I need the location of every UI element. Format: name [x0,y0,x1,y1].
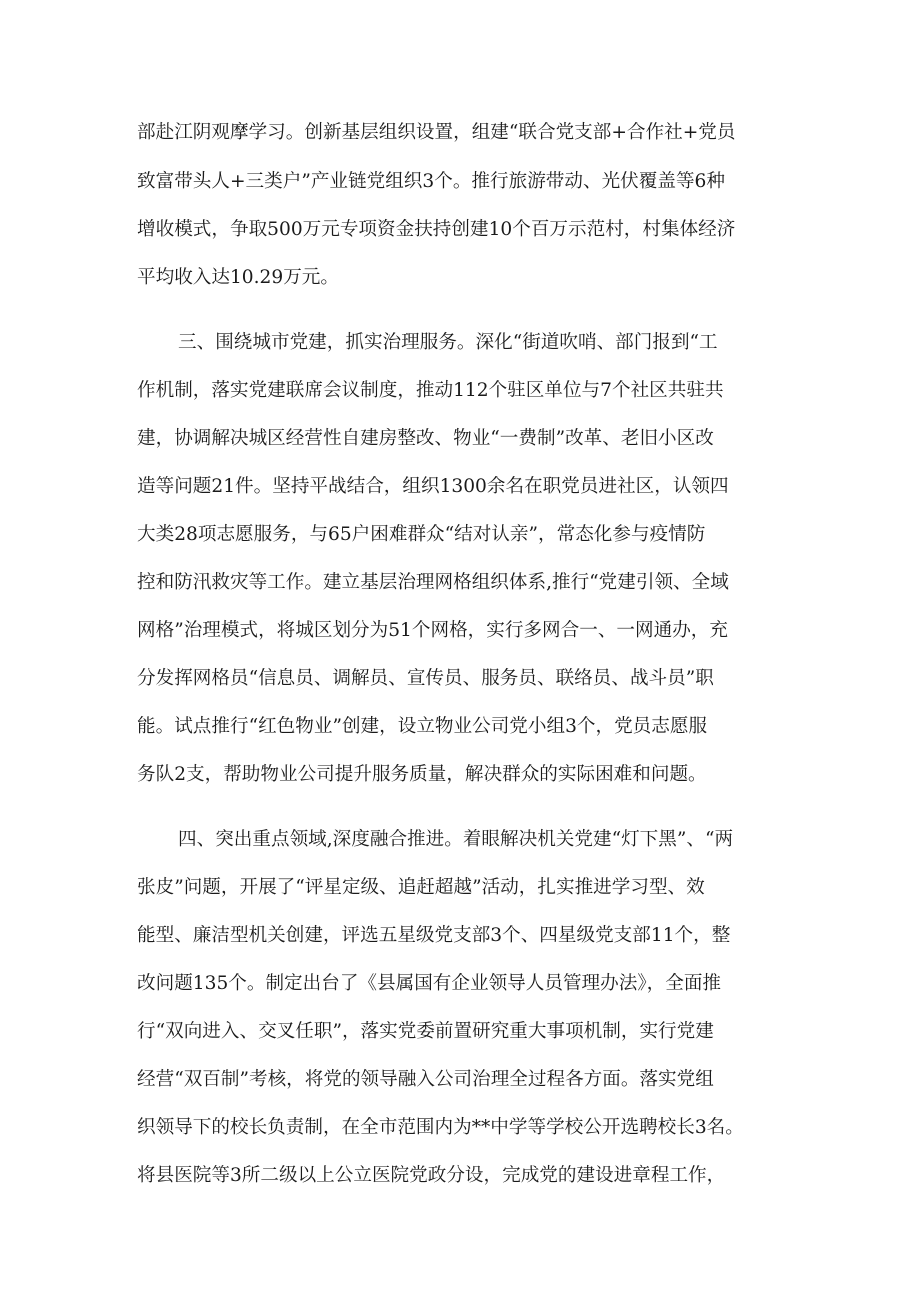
text-line: 造等问题21件。坚持平战结合，组织1300余名在职党员进社区，认领四 [137,476,729,497]
text-line: 作机制，落实党建联席会议制度，推动112个驻区单位与7个社区共驻共 [137,380,724,401]
text-line: 平均收入达10.29万元。 [137,267,339,288]
text-line: 张皮”问题，开展了“评星定级、追赶超越”活动，扎实推进学习型、效 [137,877,705,898]
text-line: 经营“双百制”考核，将党的领导融入公司治理全过程各方面。落实党组 [137,1069,714,1090]
text-line: 致富带头人+三类户”产业链党组织3个。推行旅游带动、光伏覆盖等6种 [137,171,725,192]
text-line: 增收模式，争取500万元专项资金扶持创建10个百万示范村，村集体经济 [137,219,736,240]
text-line: 大类28项志愿服务，与65户困难群众“结对认亲”，常态化参与疫情防 [137,524,706,545]
text-line: 改问题135个。制定出台了《县属国有企业领导人员管理办法》，全面推 [137,973,722,994]
text-line: 网格”治理模式，将城区划分为51个网格，实行多网合一、一网通办，充 [137,620,728,641]
text-line: 三、围绕城市党建，抓实治理服务。深化“街道吹哨、部门报到“工 [178,332,718,353]
text-line: 能型、廉洁型机关创建，评选五星级党支部3个、四星级党支部11个，整 [137,925,731,946]
text-line: 能。试点推行“红色物业”创建，设立物业公司党小组3个，党员志愿服 [137,716,708,737]
text-line: 四、突出重点领域,深度融合推进。着眼解决机关党建“灯下黑”、“两 [178,829,734,850]
text-line: 将县医院等3所二级以上公立医院党政分设，完成党的建设进章程工作， [137,1165,726,1186]
text-line: 控和防汛救灾等工作。建立基层治理网格组织体系,推行“党建引领、全域 [137,572,729,593]
text-line: 建，协调解决城区经营性自建房整改、物业“一费制”改革、老旧小区改 [137,428,714,449]
text-line: 织领导下的校长负责制，在全市范围内为**中学等学校公开选聘校长3名。 [137,1117,744,1138]
text-line: 务队2支，帮助物业公司提升服务质量，解决群众的实际困难和问题。 [137,764,707,785]
text-line: 分发挥网格员“信息员、调解员、宣传员、服务员、联络员、战斗员”职 [137,668,714,689]
text-line: 行“双向进入、交叉任职”，落实党委前置研究重大事项机制，实行党建 [137,1021,714,1042]
text-line: 部赴江阴观摩学习。创新基层组织设置，组建“联合党支部+合作社+党员 [137,122,736,143]
